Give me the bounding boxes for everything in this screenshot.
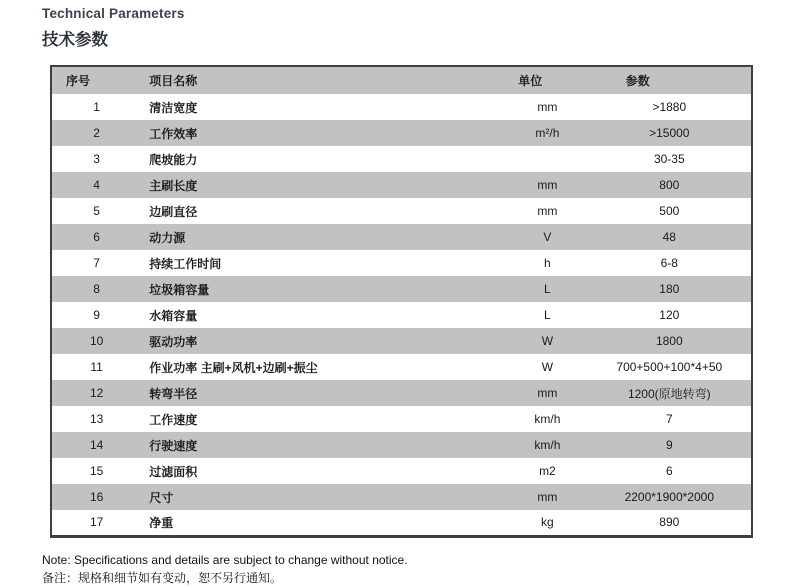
table-row (51, 276, 752, 302)
cell-no: 4 (93, 178, 100, 192)
cell-name: 清洁宽度 (149, 100, 198, 115)
cell-name: 工作速度 (149, 412, 198, 427)
table-row (51, 406, 752, 432)
table-row (51, 380, 752, 406)
cell-name: 驱动功率 (149, 334, 198, 349)
table-row (51, 484, 752, 510)
cell-no: 12 (89, 386, 104, 400)
cell-unit: V (543, 230, 552, 244)
cell-no: 16 (89, 490, 104, 504)
cell-param: 7 (665, 412, 673, 426)
cell-unit: W (541, 334, 554, 348)
cell-name: 尺寸 (149, 490, 174, 505)
cell-no: 3 (93, 152, 100, 166)
cell-param: 500 (659, 204, 680, 218)
cell-no: 9 (93, 308, 100, 322)
cell-param: 700+500+100*4+50 (616, 360, 723, 374)
table-row (51, 224, 752, 250)
cell-unit: mm (537, 100, 558, 114)
cell-no: 8 (93, 282, 100, 296)
cell-unit: mm (537, 386, 558, 400)
cell-param: 1800 (655, 334, 683, 348)
cell-unit: h (544, 256, 551, 270)
table-row (51, 458, 752, 484)
col-header-name: 项目名称 (149, 74, 198, 88)
note-en: Note: Specifications and details are subject to change without notice. (42, 552, 408, 567)
cell-param: 9 (665, 438, 673, 452)
cell-no: 13 (89, 412, 104, 426)
cell-name: 转弯半径 (149, 386, 198, 401)
technical-parameters-table (50, 65, 753, 538)
cell-param: 6-8 (660, 256, 678, 270)
cell-no: 15 (89, 464, 104, 478)
cell-no: 5 (93, 204, 100, 218)
table-row (51, 432, 752, 458)
col-header-unit: 单位 (518, 74, 543, 88)
cell-no: 7 (93, 256, 100, 270)
cell-unit: mm (537, 204, 558, 218)
cell-no: 17 (89, 515, 104, 530)
cell-param: 180 (659, 282, 680, 296)
table-row (51, 250, 752, 276)
cell-no: 11 (90, 360, 103, 374)
table-row (51, 302, 752, 328)
cell-unit: km/h (534, 438, 561, 452)
cell-param: 800 (659, 178, 680, 192)
table-row (51, 510, 752, 536)
page-header (0, 0, 800, 50)
table-body (51, 94, 752, 536)
page-title-en: Technical Parameters (42, 6, 185, 21)
cell-no: 6 (93, 230, 100, 244)
note-zh: 备注：规格和细节如有变动，恕不另行通知。 (42, 570, 283, 585)
cell-unit (482, 146, 612, 172)
cell-param: >1880 (652, 100, 687, 114)
table-row (51, 146, 752, 172)
cell-param: 2200*1900*2000 (624, 490, 714, 504)
cell-unit: mm (537, 490, 558, 504)
cell-unit: km/h (534, 412, 561, 426)
page-title-zh: 技术参数 (42, 31, 108, 49)
cell-name: 主刷长度 (149, 178, 198, 193)
cell-name: 爬坡能力 (149, 152, 198, 167)
cell-no: 14 (89, 438, 104, 452)
cell-param: 1200(原地转弯) (627, 386, 711, 401)
cell-param: 120 (659, 308, 680, 322)
cell-unit: L (544, 308, 551, 322)
table-row (51, 172, 752, 198)
cell-name: 净重 (149, 515, 174, 530)
cell-name: 工作效率 (149, 126, 198, 141)
cell-name: 边刷直径 (149, 204, 198, 219)
table-row (51, 354, 752, 380)
cell-name: 水箱容量 (149, 308, 198, 323)
cell-no: 2 (93, 126, 100, 140)
cell-unit: kg (541, 515, 554, 530)
cell-unit: mm (537, 178, 558, 192)
cell-name: 动力源 (149, 230, 186, 245)
table-row (51, 120, 752, 146)
cell-no: 10 (89, 334, 104, 348)
table-header-row (51, 66, 752, 94)
footer-notes (42, 552, 800, 587)
table-row (51, 198, 752, 224)
cell-unit: m²/h (535, 126, 560, 140)
cell-no: 1 (93, 100, 100, 114)
cell-name: 行驶速度 (149, 438, 198, 453)
cell-param: 48 (662, 230, 676, 244)
table-row (51, 94, 752, 120)
cell-unit: m2 (539, 464, 556, 478)
cell-param: 30-35 (653, 152, 685, 166)
cell-param: >15000 (649, 126, 690, 140)
col-header-param: 参数 (625, 74, 650, 88)
cell-param: 6 (665, 464, 673, 478)
col-header-no: 序号 (66, 74, 91, 88)
cell-name: 作业功率 主刷+风机+边刷+振尘 (149, 360, 318, 375)
cell-name: 过滤面积 (149, 464, 198, 479)
cell-unit: L (544, 282, 551, 296)
cell-name: 持续工作时间 (149, 256, 222, 271)
table-row (51, 328, 752, 354)
cell-unit: W (541, 360, 554, 374)
cell-name: 垃圾箱容量 (149, 282, 210, 297)
cell-param: 890 (659, 515, 680, 530)
